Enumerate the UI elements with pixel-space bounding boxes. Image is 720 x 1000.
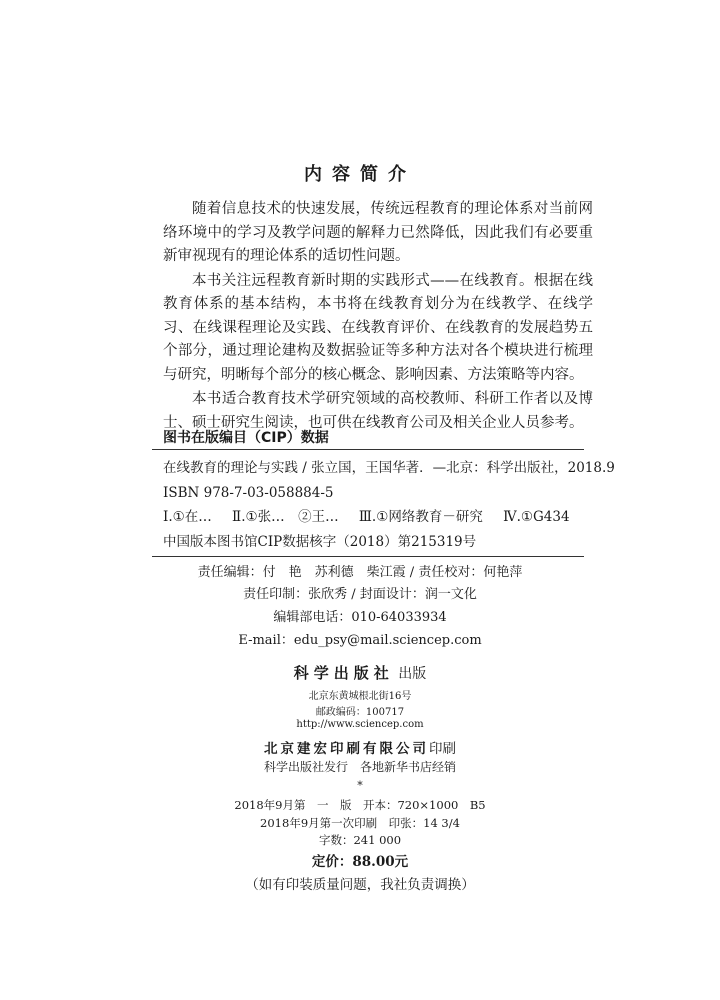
distribution-line: 科学出版社发行 各地新华书店经销: [263, 760, 456, 774]
publisher-line: [0, 662, 720, 683]
quality-note: （如有印装质量问题，我社负责调换）: [245, 877, 475, 893]
cip-bottom-rule: [152, 556, 584, 557]
price: 定价：88.00元: [311, 854, 409, 870]
cip-class-1: Ⅰ.①在…: [163, 509, 212, 525]
cip-bibliographic-line: 在线教育的理论与实践 / 张立国，王国华著．—北京：科学出版社，2018.9: [163, 460, 615, 476]
abstract-paragraph-3: 本书适合教育技术学研究领域的高校教师、科研工作者以及博士、硕士研究生阅读，也可供在线教育公司及相关企业人员参考。: [163, 391, 593, 431]
page-title: 内容简介: [304, 164, 416, 185]
editorial-phone: 编辑部电话：010-64033934: [273, 610, 447, 625]
cip-catalog-number: 中国版本图书馆CIP数据核字（2018）第215319号: [163, 533, 477, 550]
abstract-paragraph-2: 本书关注远程教育新时期的实践形式——在线教育。根据在线教育体系的基本结构，本书将在线教育划分为在线教学、在线学习、在线课程理论及实践、在线教育评价、在线教育的发展趋势五个部分，通过理论建构及数据验证等多种方法对各个模块进行梳理与研究，明晰每个部分的核心概念、影响因素、方法策略等内容。: [163, 272, 593, 383]
publisher-logo-text: 科学出版社: [293, 664, 394, 682]
printer-suffix: 印刷: [429, 741, 456, 757]
cip-classification: [163, 505, 588, 530]
edition-line-1: 2018年9月第 一 版 开本：720×1000 B5: [234, 798, 486, 812]
cip-class-4: Ⅳ.①G434: [503, 509, 570, 525]
separator-star: *: [357, 779, 363, 792]
cip-isbn: ISBN 978-7-03-058884-5: [163, 484, 334, 501]
publisher-url: http://www.sciencep.com: [296, 719, 424, 730]
credits-printing-design: 责任印制：张欣秀 / 封面设计：润一文化: [243, 587, 477, 602]
cip-heading: 图书在版编目（CIP）数据: [163, 430, 329, 446]
printer-logo-text: 北京建宏印刷有限公司: [264, 741, 429, 757]
cip-class-3: Ⅲ.①网络教育－研究: [358, 509, 483, 525]
edition-line-2: 2018年9月第一次印刷 印张：14 3/4: [260, 816, 460, 830]
abstract-paragraph-1: 随着信息技术的快速发展，传统远程教育的理论体系对当前网络环境中的学习及教学问题的解释力已然降低，因此我们有必要重新审视现有的理论体系的适切性问题。: [163, 201, 593, 264]
cip-class-2: Ⅱ.①张… ②王…: [232, 509, 339, 525]
cip-block: [163, 456, 615, 554]
abstract-body: [163, 198, 593, 436]
word-count: 字数：241 000: [318, 833, 402, 847]
editorial-email: E-mail：edu_psy@mail.sciencep.com: [238, 633, 482, 648]
publisher-address: 北京东黄城根北街16号: [308, 691, 412, 702]
cip-top-rule: [152, 449, 584, 450]
publisher-postcode: 邮政编码：100717: [315, 707, 405, 718]
printer-line: [0, 737, 720, 757]
credits-editors: 责任编辑：付 艳 苏利德 柴江霞 / 责任校对：何艳萍: [197, 565, 523, 580]
publisher-suffix: 出版: [393, 666, 427, 682]
